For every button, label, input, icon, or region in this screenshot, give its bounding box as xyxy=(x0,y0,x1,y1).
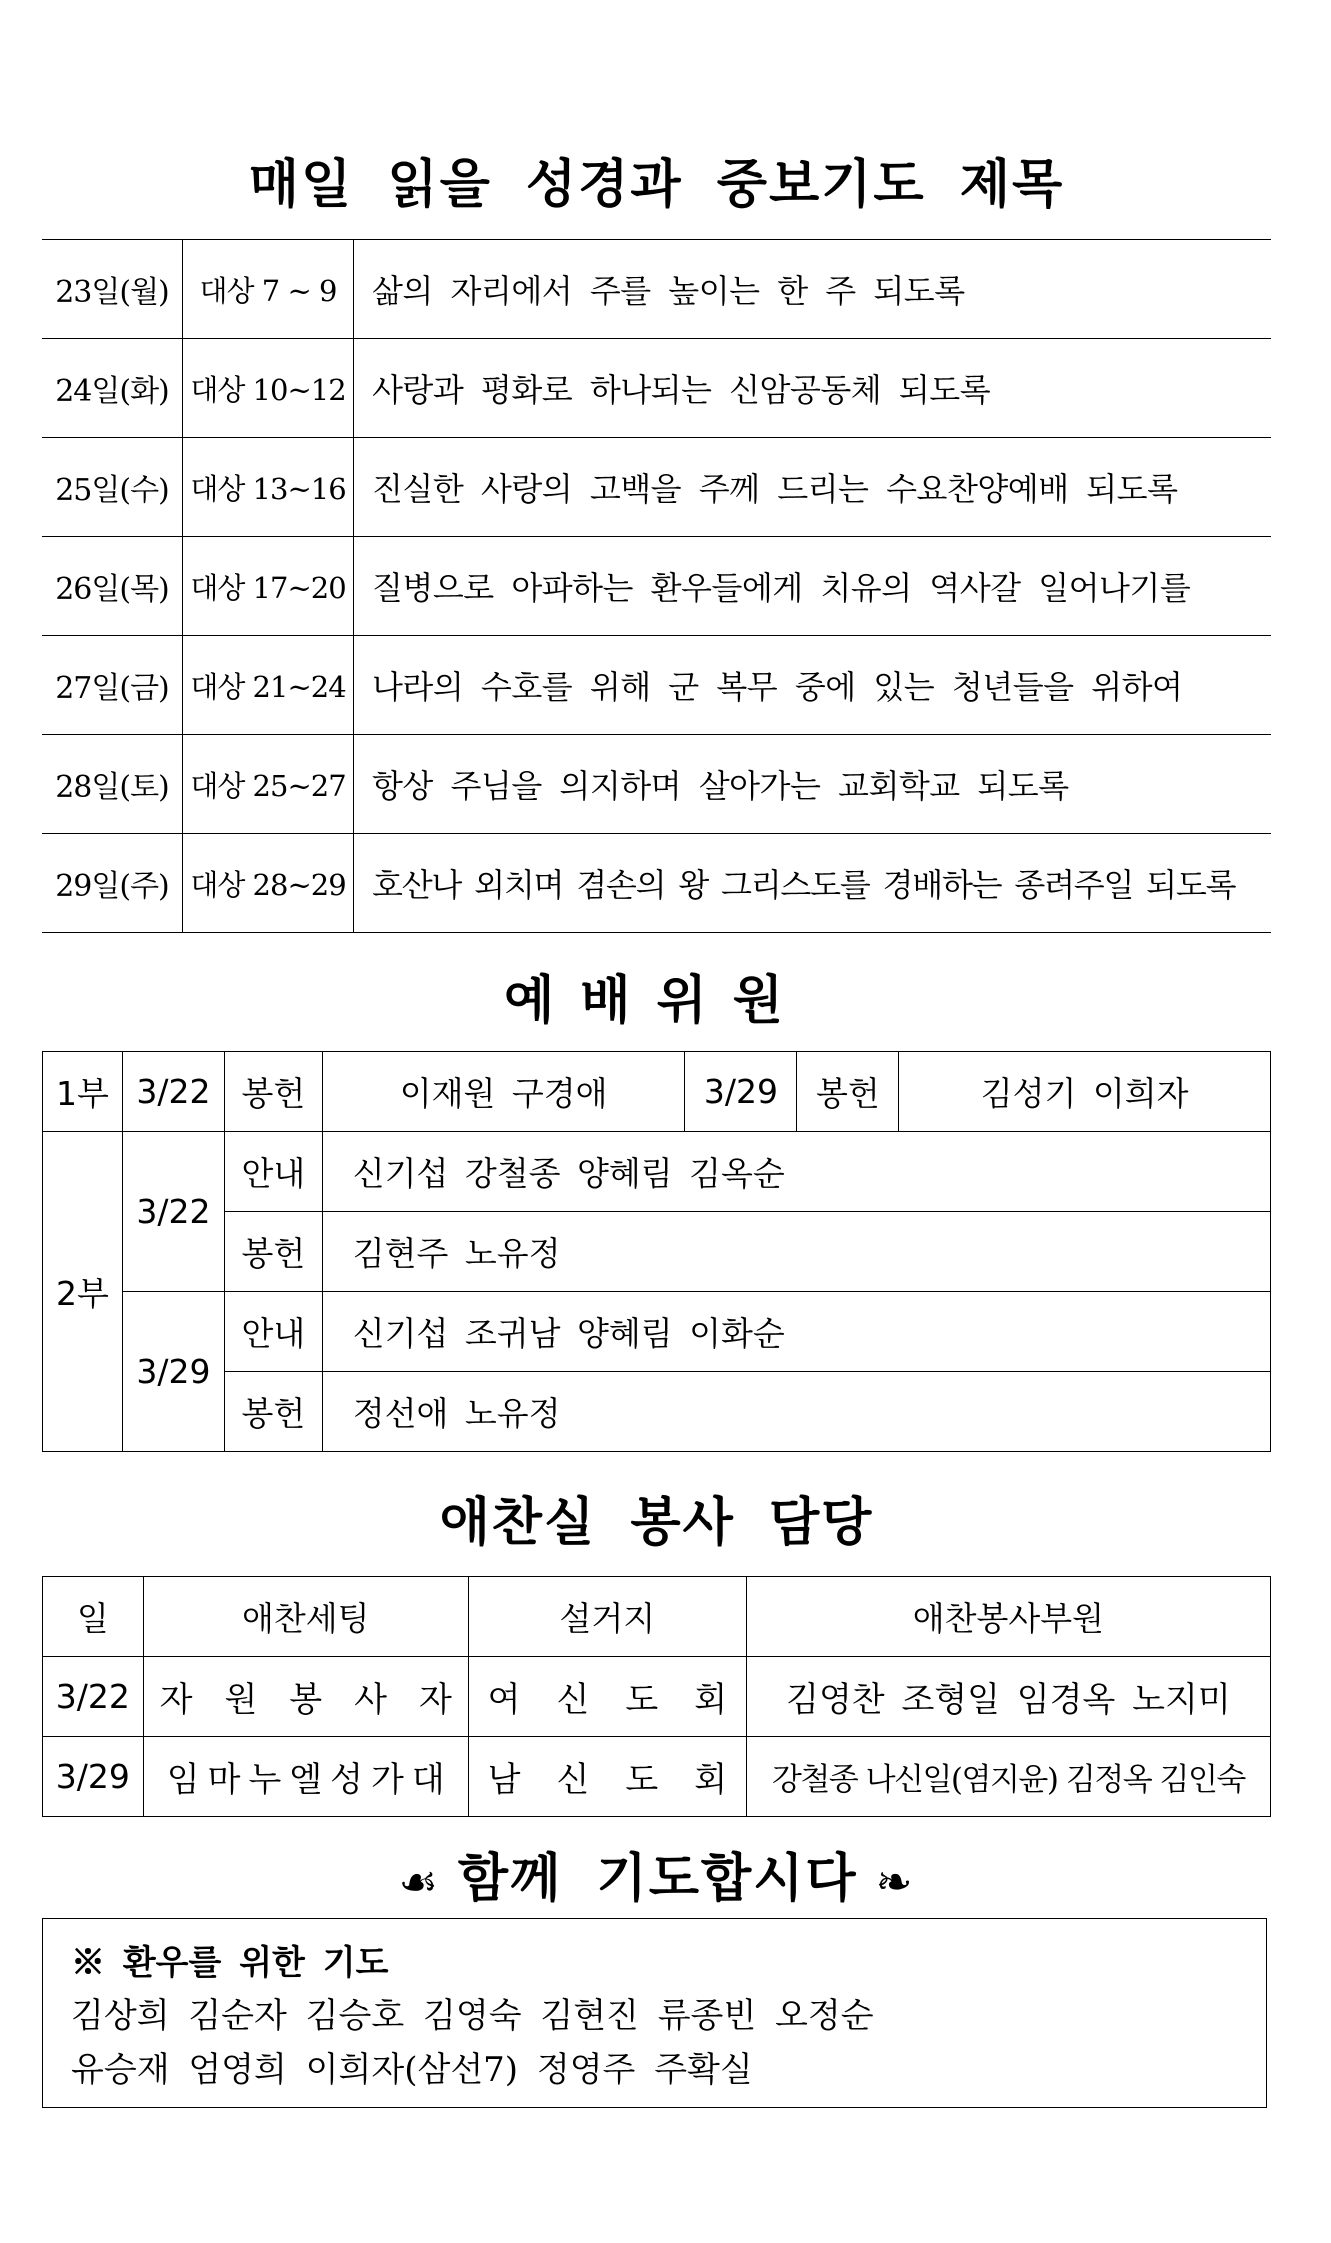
scripture-table xyxy=(42,239,1271,933)
day-cell: 28일(토) xyxy=(42,735,183,834)
prayer-topic-cell: 진실한 사랑의 고백을 주께 드리는 수요찬양예배 되도록 xyxy=(354,438,1272,537)
dishes-char: 신 xyxy=(556,1680,590,1720)
table-row xyxy=(42,636,1271,735)
table-row xyxy=(43,1657,1271,1737)
part-label: 1부 xyxy=(43,1052,123,1132)
table-row xyxy=(42,537,1271,636)
service-duty-table xyxy=(42,1576,1271,1817)
reference-cell: 대상 28~29 xyxy=(183,834,354,933)
part-label: 2부 xyxy=(43,1132,123,1452)
worship-committee-table xyxy=(42,1051,1271,1452)
role-cell: 봉헌 xyxy=(224,1052,322,1132)
setting-char: 임 xyxy=(166,1760,200,1800)
setting-char: 원 xyxy=(224,1680,258,1720)
table-row xyxy=(43,1737,1271,1817)
dishes-char: 도 xyxy=(625,1680,659,1720)
members-cell: 김영찬 조형일 임경옥 노지미 xyxy=(746,1657,1270,1737)
setting-char: 성 xyxy=(330,1760,364,1800)
prayer-names-line: 유승재 엄영희 이희자(삼선7) 정영주 주확실 xyxy=(71,2050,753,2090)
dishes-char: 여 xyxy=(487,1680,521,1720)
names-cell: 김현주 노유정 xyxy=(322,1212,1270,1292)
day-cell: 25일(수) xyxy=(42,438,183,537)
reference-cell: 대상 25~27 xyxy=(183,735,354,834)
role-cell: 봉헌 xyxy=(224,1212,322,1292)
prayer-names-line: 김상희 김순자 김승호 김영숙 김현진 류종빈 오정순 xyxy=(71,1996,874,2036)
right-flourish-icon: ❧ xyxy=(875,1856,915,1908)
date-cell: 3/22 xyxy=(122,1052,224,1132)
setting-char: 누 xyxy=(248,1760,282,1800)
pray-together-text: 함께 기도합시다 xyxy=(457,1849,858,1909)
dishes-char: 신 xyxy=(556,1760,590,1800)
dishes-cell xyxy=(468,1657,746,1737)
names-cell: 김성기 이희자 xyxy=(899,1052,1271,1132)
reference-cell: 대상 21~24 xyxy=(183,636,354,735)
setting-cell xyxy=(143,1737,468,1817)
table-row xyxy=(43,1372,1271,1452)
table-row xyxy=(43,1052,1271,1132)
names-cell: 신기섭 강철종 양혜림 김옥순 xyxy=(322,1132,1270,1212)
dishes-char: 도 xyxy=(625,1760,659,1800)
setting-char: 봉 xyxy=(289,1680,323,1720)
column-header: 일 xyxy=(43,1577,144,1657)
table-row xyxy=(43,1212,1271,1292)
prayer-topic-cell: 호산나 외치며 겸손의 왕 그리스도를 경배하는 종려주일 되도록 xyxy=(354,834,1272,933)
day-cell: 23일(월) xyxy=(42,240,183,339)
role-cell: 안내 xyxy=(224,1292,322,1372)
setting-char: 사 xyxy=(354,1680,388,1720)
setting-char: 엘 xyxy=(289,1760,323,1800)
main-title: 매일 읽을 성경과 중보기도 제목 xyxy=(248,155,1065,215)
table-row xyxy=(42,240,1271,339)
role-cell: 봉헌 xyxy=(224,1372,322,1452)
setting-char: 자 xyxy=(419,1680,452,1720)
date-cell: 3/29 xyxy=(122,1292,224,1452)
reference-cell: 대상 10~12 xyxy=(183,339,354,438)
names-cell: 정선애 노유정 xyxy=(322,1372,1270,1452)
reference-cell: 대상 7 ~ 9 xyxy=(183,240,354,339)
role-cell: 봉헌 xyxy=(797,1052,899,1132)
prayer-list-box xyxy=(42,1918,1267,2108)
column-header: 애찬세팅 xyxy=(143,1577,468,1657)
day-cell: 27일(금) xyxy=(42,636,183,735)
dishes-char: 회 xyxy=(694,1760,728,1800)
role-cell: 안내 xyxy=(224,1132,322,1212)
table-row xyxy=(42,735,1271,834)
dishes-char: 회 xyxy=(694,1680,728,1720)
date-cell: 3/29 xyxy=(685,1052,797,1132)
reference-cell: 대상 17~20 xyxy=(183,537,354,636)
names-cell: 신기섭 조귀남 양혜림 이화순 xyxy=(322,1292,1270,1372)
setting-char: 자 xyxy=(159,1680,193,1720)
table-row xyxy=(42,339,1271,438)
table-row xyxy=(42,438,1271,537)
prayer-topic-cell: 항상 주님을 의지하며 살아가는 교회학교 되도록 xyxy=(354,735,1272,834)
date-cell: 3/22 xyxy=(43,1657,144,1737)
prayer-topic-cell: 질병으로 아파하는 환우들에게 치유의 역사갈 일어나기를 xyxy=(354,537,1272,636)
service-duty-title: 애찬실 봉사 담당 xyxy=(439,1493,874,1553)
prayer-topic-cell: 삶의 자리에서 주를 높이는 한 주 되도록 xyxy=(354,240,1272,339)
setting-char: 가 xyxy=(371,1760,404,1800)
left-flourish-icon: ☙ xyxy=(398,1856,440,1908)
setting-char: 마 xyxy=(207,1760,241,1800)
date-cell: 3/22 xyxy=(122,1132,224,1292)
day-cell: 29일(주) xyxy=(42,834,183,933)
setting-char: 대 xyxy=(411,1760,445,1800)
reference-cell: 대상 13~16 xyxy=(183,438,354,537)
prayer-topic-cell: 나라의 수호를 위해 군 복무 중에 있는 청년들을 위하여 xyxy=(354,636,1272,735)
table-header-row xyxy=(43,1577,1271,1657)
day-cell: 24일(화) xyxy=(42,339,183,438)
prayer-list-heading: ※ 환우를 위한 기도 xyxy=(71,1943,389,1983)
members-cell: 강철종 나신일(염지윤) 김정옥 김인숙 xyxy=(746,1737,1270,1817)
date-cell: 3/29 xyxy=(43,1737,144,1817)
pray-together-title xyxy=(42,1836,1271,1911)
dishes-cell xyxy=(468,1737,746,1817)
prayer-topic-cell: 사랑과 평화로 하나되는 신암공동체 되도록 xyxy=(354,339,1272,438)
table-row xyxy=(42,834,1271,933)
day-cell: 26일(목) xyxy=(42,537,183,636)
names-cell: 이재원 구경애 xyxy=(322,1052,685,1132)
dishes-char: 남 xyxy=(487,1760,521,1800)
column-header: 설거지 xyxy=(468,1577,746,1657)
worship-committee-title: 예배위원 xyxy=(504,971,809,1031)
setting-cell xyxy=(143,1657,468,1737)
table-row xyxy=(43,1292,1271,1372)
column-header: 애찬봉사부원 xyxy=(746,1577,1270,1657)
table-row xyxy=(43,1132,1271,1212)
